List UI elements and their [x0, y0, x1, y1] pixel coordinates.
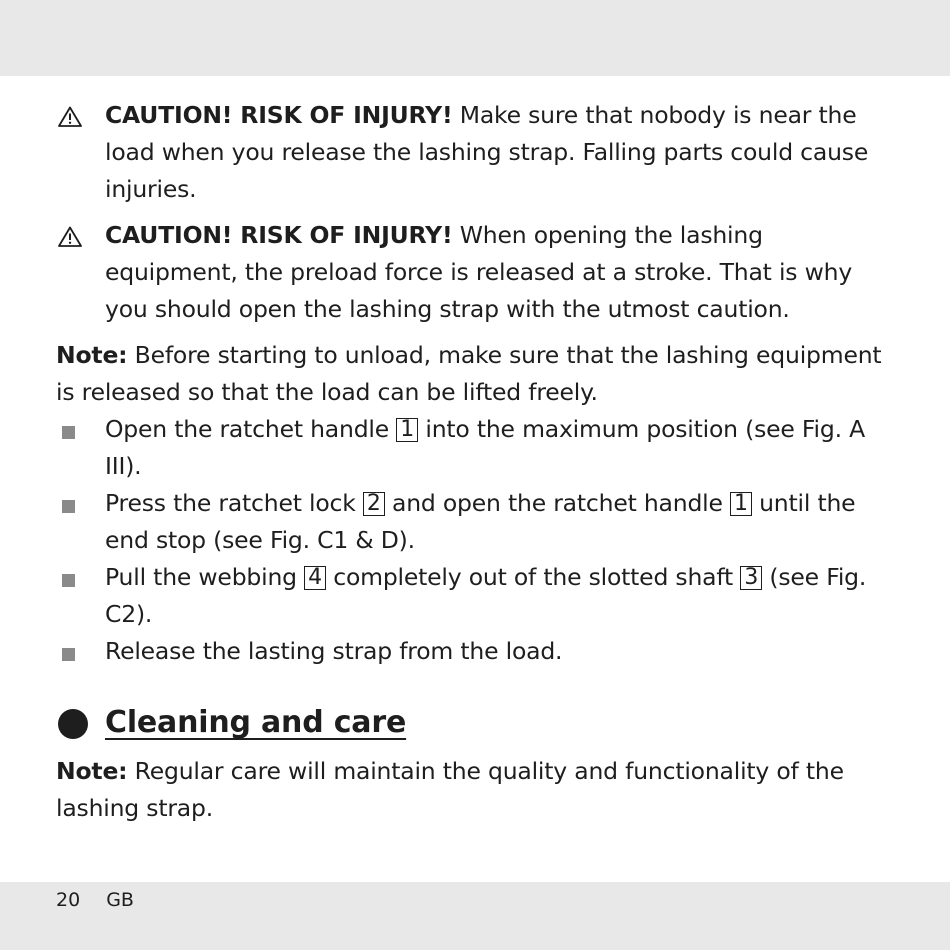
caution-paragraph-2 — [56, 217, 901, 328]
manual-page-content — [56, 97, 901, 827]
warning-triangle-icon — [58, 106, 82, 127]
step-list-item — [56, 559, 901, 633]
square-bullet-icon — [62, 426, 75, 439]
caution-text: Make sure that nobody is near the load when you release the lashing strap. Falling parts could cause injuries. — [105, 101, 869, 203]
step-text: Open the ratchet handle — [105, 415, 397, 443]
step-list-item — [56, 411, 901, 485]
square-bullet-icon — [62, 574, 75, 587]
part-ref-box: 1 — [396, 418, 418, 442]
step-text: into the maximum position (see Fig. A III). — [105, 415, 865, 480]
step-list-item — [56, 485, 901, 559]
page-number: 20 — [56, 889, 81, 911]
square-bullet-icon — [62, 648, 75, 661]
page-footer — [56, 889, 134, 911]
note-paragraph-2 — [56, 753, 901, 827]
step-text: completely out of the slotted shaft — [325, 563, 741, 591]
caution-label: CAUTION! RISK OF INJURY! — [105, 101, 453, 129]
note-label: Note: — [56, 757, 128, 785]
caution-text: When opening the lashing equipment, the preload force is released at a stroke. That is why you should open the lashing strap with the utmost caution. — [105, 221, 853, 323]
step-text: Pull the webbing — [105, 563, 305, 591]
caution-paragraph-1 — [56, 97, 901, 208]
step-list-item — [56, 633, 901, 670]
language-code: GB — [106, 889, 134, 911]
part-ref-box: 4 — [304, 566, 326, 590]
caution-label: CAUTION! RISK OF INJURY! — [105, 221, 453, 249]
step-text: until the end stop (see Fig. C1 & D). — [105, 489, 856, 554]
part-ref-box: 3 — [740, 566, 762, 590]
note-text: Regular care will maintain the quality and functionality of the lashing strap. — [56, 757, 844, 822]
filled-circle-icon — [58, 709, 88, 739]
note-paragraph-1 — [56, 337, 901, 411]
note-text: Before starting to unload, make sure that the lashing equipment is released so that the load can be lifted freely. — [56, 341, 882, 406]
footer-band — [0, 882, 950, 950]
step-text: and open the ratchet handle — [384, 489, 731, 517]
part-ref-box: 1 — [730, 492, 752, 516]
step-text: (see Fig. C2). — [105, 563, 867, 628]
step-text: Release the lasting strap from the load. — [105, 637, 563, 665]
square-bullet-icon — [62, 500, 75, 513]
section-title: Cleaning and care — [105, 705, 407, 740]
section-heading — [56, 701, 901, 745]
part-ref-box: 2 — [363, 492, 385, 516]
top-margin-band — [0, 0, 950, 76]
note-label: Note: — [56, 341, 128, 369]
step-text: Press the ratchet lock — [105, 489, 363, 517]
warning-triangle-icon — [58, 226, 82, 247]
